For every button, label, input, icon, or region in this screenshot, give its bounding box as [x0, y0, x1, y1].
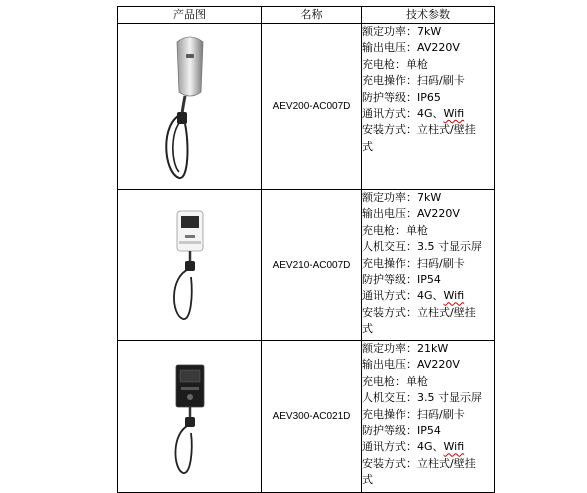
product-image-cell — [118, 341, 262, 493]
spec-output-voltage: 输出电压：AV220V — [362, 207, 460, 221]
product-specs — [362, 341, 495, 493]
spec-charging-operation: 充电操作：扫码/刷卡 — [362, 74, 465, 88]
ev-charger-white-icon — [165, 205, 215, 325]
spec-rated-power: 额定功率：7kW — [362, 25, 442, 38]
spec-installation: 安装方式：立柱式/壁挂 — [362, 305, 476, 319]
product-spec-table — [117, 6, 495, 493]
spec-installation: 安装方式：立柱式/壁挂 — [362, 123, 476, 137]
spec-charging-operation: 充电操作：扫码/刷卡 — [362, 256, 465, 270]
product-name: AEV300-AC021D — [262, 341, 362, 493]
product-name: AEV200-AC007D — [262, 24, 362, 190]
spec-rated-power: 额定功率：21kW — [362, 342, 449, 355]
product-image-cell — [118, 190, 262, 341]
table-row — [118, 341, 495, 493]
table-header-row — [118, 7, 495, 24]
spec-protection-level: 防护等级：IP65 — [362, 90, 441, 104]
spec-hmi: 人机交互：3.5 寸显示屏 — [362, 391, 482, 405]
spec-charging-gun: 充电枪：单枪 — [362, 374, 428, 388]
header-name: 名称 — [262, 7, 362, 24]
spec-rated-power: 额定功率：7kW — [362, 191, 442, 204]
spec-communication: 通讯方式：4G、Wifi — [362, 107, 465, 121]
spec-installation-cont: 式 — [362, 473, 373, 487]
spec-output-voltage: 输出电压：AV220V — [362, 358, 460, 372]
spec-output-voltage: 输出电压：AV220V — [362, 41, 460, 55]
ev-charger-black-icon — [165, 357, 215, 477]
spec-installation: 安装方式：立柱式/壁挂 — [362, 456, 476, 470]
spec-hmi: 人机交互：3.5 寸显示屏 — [362, 240, 482, 254]
spec-installation-cont: 式 — [362, 139, 373, 153]
header-product-image: 产品图 — [118, 7, 262, 24]
product-image-cell — [118, 24, 262, 190]
spec-communication: 通讯方式：4G、Wifi — [362, 289, 465, 303]
header-tech-params: 技术参数 — [362, 7, 495, 24]
spec-communication: 通讯方式：4G、Wifi — [362, 440, 465, 454]
spec-charging-gun: 充电枪：单枪 — [362, 223, 428, 237]
product-name: AEV210-AC007D — [262, 190, 362, 341]
product-specs — [362, 190, 495, 341]
spec-charging-gun: 充电枪：单枪 — [362, 57, 428, 71]
spec-charging-operation: 充电操作：扫码/刷卡 — [362, 407, 465, 421]
ev-charger-silver-icon — [155, 32, 225, 182]
spec-protection-level: 防护等级：IP54 — [362, 273, 441, 287]
spec-protection-level: 防护等级：IP54 — [362, 424, 441, 438]
table-row — [118, 24, 495, 190]
spec-installation-cont: 式 — [362, 322, 373, 336]
product-specs — [362, 24, 495, 190]
table-row — [118, 190, 495, 341]
